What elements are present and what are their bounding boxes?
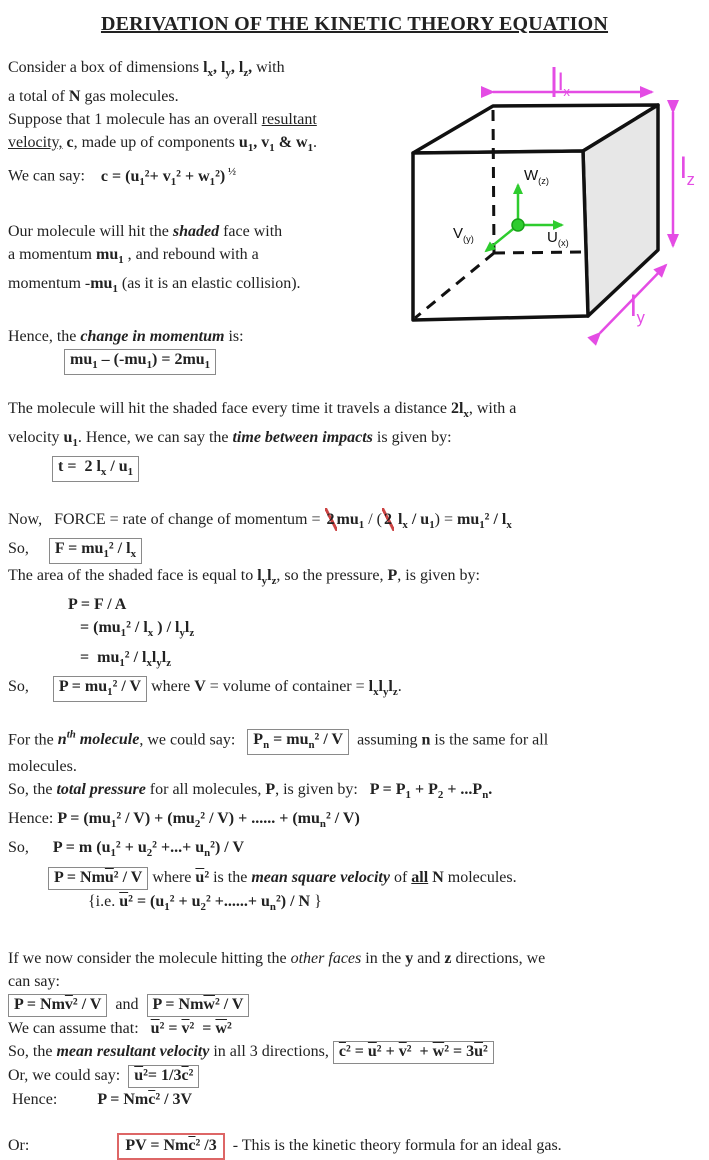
molecule-dot — [512, 219, 524, 231]
paragraph-change-in-momentum: Hence, the change in momentum is: $mu_1 - (-mu_1) = 2mu_1$ — [8, 325, 426, 375]
paragraph-final-formula: Or: PV = $Nm\overline{c}^2$ /3 - This is the kinetic theory formula for an ideal gas. — [8, 1133, 701, 1160]
paragraph-three-directions: If we now consider the molecule hitting the other faces in the y and z directions, we can say: $P = Nm\overline{v}^2 / V$ and $P = Nm\overline{w}^2 / V$ We can assume that: $\overline{u}^2 = \overline{v}^2 = \overline{w}^2$ So, the mean resultant velocity in all 3 directions, $\overline{c}^2 = \overline{u}^2 + \overline{v}^2 + \overline{w}^2 = 3\overline{u}^2$ Or, we could say: $\overline{u}^2= 1/3\overline{c}^2$ Hence: $P = Nm\overline{c}^2 / 3V$ — [8, 949, 546, 1108]
label-w-component: $W_{(z)}$ — [524, 167, 550, 186]
page-title: DERIVATION OF THE KINETIC THEORY EQUATION — [100, 13, 609, 35]
paragraph-time-between-impacts: The molecule will hit the shaded face every time it travels a distance $2l_x$, with a velocity $u_1$. Hence, we can say the time between impacts is given by: t = 2 $l_x / u_1$ — [8, 397, 701, 482]
label-v-component: $V_{(y)}$ — [453, 225, 474, 244]
label-ly: $l_y$ — [630, 290, 645, 327]
box-diagram-svg — [402, 59, 709, 359]
label-lz: $l_z$ — [680, 152, 695, 189]
kinetic-box-diagram — [402, 59, 709, 359]
document-page — [0, 13, 709, 1154]
paragraph-intro: Consider a box of dimensions $l_x$, $l_y$, $l_z$, with a total of N gas molecules. Suppose that 1 molecule has an overall resultant velocity, c, made up of components $u_1$, $v_1$ & $w_1$. We can say: $c = (u_1^2+ v_1^2 + w_1^2)$ $^{\frac{1}{2}}$ — [8, 59, 318, 188]
label-u-component: $U_{(x)}$ — [547, 229, 569, 248]
label-lx: $l_x$ — [558, 69, 570, 99]
paragraph-nth-molecule: For the $n^{th}$ molecule, we could say: $P_n = mu_n^2 / V$ assuming n is the same for all molecules. So, the total pressure for all molecules, P, is given by: $P = P_1 + P_2 + ...P_n$. Hence: $P = (mu_1^2 / V) + (mu_2^2 / V)$ + ...... + $(mu_n^2 / V)$ So, P = m ($u_1^2 + u_2^2$ +...+ $u_n^2$) / V $P = Nm\overline{u}^2 / V$ where $\overline{u}^2$ is the mean square velocity of all N molecules. {i.e. $\overline{u}^2 = (u_1^2 + u_2^2$ +......+ $u_n^2$) / N } — [8, 728, 549, 913]
paragraph-collision: Our molecule will hit the shaded face with a momentum $mu_1$ , and rebound with a momentum $-mu_1$ (as it is an elastic collision). — [8, 222, 301, 296]
paragraph-force-and-pressure: Now, FORCE = rate of change of momentum = 2 $mu_1$ / ( 2 $l_x / u_1) = mu_1^2 / l_x$ So, $F = mu_1^2 / l_x$ The area of the shaded face is equal to $l_yl_z$, so the pressure, P, is given by: P = F / A = ($mu_1^2 / l_x$ ) / $l_yl_z$ = $mu_1^2 / l_xl_yl_z$ So, $P = mu_1^2 / V$ where V = volume of container = $l_xl_yl_z$. — [8, 508, 701, 704]
